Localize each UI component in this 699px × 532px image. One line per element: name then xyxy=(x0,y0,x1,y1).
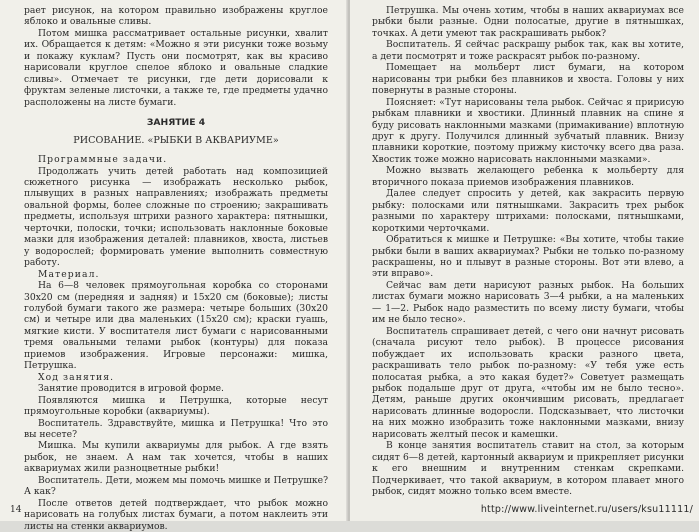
left-text-column xyxy=(24,5,328,532)
paragraph: рает рисунок, на котором правильно изображены круглое яблоко и овальные сливы. xyxy=(24,5,328,28)
watermark-url: http://www.liveinternet.ru/users/ksu11111/ xyxy=(480,504,693,515)
paragraph: Воспитатель спрашивает детей, с чего они начнут рисовать (сначала рисуют тело рыбок). В процессе рисования побуждает их использовать краски разного цвета, раскрашивать тело рыбок по-разному: «У тебя уже есть полосатая рыбка, а это какая будет?» Советует размещать рыбок подальше друг от друга, «чтобы им не было тесно». Детям, раньше других окончившим рисовать, предлагает нарисовать длинные водоросли. Подсказывает, что листочки на них можно изобразить тоже наклонными мазками, внизу нарисовать желтый песок и камешки. xyxy=(372,325,684,440)
dialogue-line: Воспитатель. Я сейчас раскрашу рыбок так, как вы хотите, а дети посмотрят и тоже раскрасят рыбок по-разному. xyxy=(372,39,684,62)
paragraph: Обратиться к мишке и Петрушке: «Вы хотите, чтобы такие рыбки были в ваших аквариумах? Рыбки не только по-разному раскрашены, но и плывут в разные стороны. Вот эти влево, а эти вправо». xyxy=(372,234,684,280)
page-number: 14 xyxy=(10,505,22,515)
paragraph: Продолжать учить детей работать над композицией сюжетного рисунка — изображать несколько рыбок, плывущих в разных направлениях; изображать предметы овальной формы, более сложные по строению; закрашивать предметы, используя штрихи разного характера: пятнышки, черточки, полоски, точки; использовать наклонные боковые мазки для изображения деталей: плавников, хвоста, листьев у водорослей; формировать умение выполнить совместную работу. xyxy=(24,165,328,269)
paragraph: Можно вызвать желающего ребенка к мольберту для вторичного показа приемов изображения плавников. xyxy=(372,165,684,188)
paragraph: Поясняет: «Тут нарисованы тела рыбок. Сейчас я пририсую рыбкам плавники и хвостики. Длинный плавник на спине я буду рисовать наклонными мазками (примакивание) вплотную друг к другу. Получился длинный зубчатый плавник. Внизу плавники короткие, поэтому прижму кисточку всего два раза. Хвостик тоже можно нарисовать наклонными мазками». xyxy=(372,96,684,165)
dialogue-line: Петрушка. Мы очень хотим, чтобы в наших аквариумах все рыбки были разные. Одни полосатые, другие в пятнышках, точках. А дети умеют так раскрашивать рыбок? xyxy=(372,5,684,39)
paragraph: После ответов детей подтверждает, что рыбок можно нарисовать на голубых листах бумаги, а потом наклеить эти листы на стенки аквариумов. xyxy=(24,497,328,532)
paragraph: Появляются мишка и Петрушка, которые несут прямоугольные коробки (аквариумы). xyxy=(24,394,328,418)
section-heading: Программные задачи. xyxy=(38,154,168,166)
paragraph: В конце занятия воспитатель ставит на стол, за которым сидят 6—8 детей, картонный аквариум и прикрепляет рисунки к его внешним и внутренним стенкам скрепками. Подчеркивает, что такой аквариум, в котором плавает много рыбок, сидят можно только всем вместе. xyxy=(372,440,684,498)
paragraph: Потом мишка рассматривает остальные рисунки, хвалит их. Обращается к детям: «Можно я эти рисунки тоже возьму и покажу куклам? Пусть они посмотрят, как вы красиво нарисовали круглое спелое яблоко и овальные сладкие сливы». Отмечает те рисунки, где дети дорисовали к фруктам зеленые листочки, а также те, где предметы удачно расположены на листе бумаги. xyxy=(24,27,328,108)
section-heading: Ход занятия. xyxy=(38,371,115,383)
dialogue-line: Мишка. Мы купили аквариумы для рыбок. А где взять рыбок, не знаем. А нам так хочется, чтобы в наших аквариумах жили разноцветные рыбки! xyxy=(24,440,328,475)
paragraph: Занятие проводится в игровой форме. xyxy=(38,383,224,395)
section-heading: Материал. xyxy=(38,268,100,280)
lesson-subtitle: РИСОВАНИЕ. «РЫБКИ В АКВАРИУМЕ» xyxy=(73,135,279,147)
paragraph: Помещает на мольберт лист бумаги, на котором нарисованы три рыбки без плавников и хвоста. Головы у них повернуты в разные стороны. xyxy=(372,62,684,97)
dialogue-line: Воспитатель. Здравствуйте, мишка и Петрушка! Что это вы несете? xyxy=(24,417,328,440)
right-text-column xyxy=(372,5,684,497)
paragraph: На 6—8 человек прямоугольная коробка со сторонами 30х20 см (передняя и задняя) и 15х20 см (боковые); листы голубой бумаги такого же размера: четыре больших (30х20 см) и четыре или два маленьких (15х20 см); краски гуашь, мягкие кисти. У воспитателя лист бумаги с нарисованными тремя овальными телами рыбок (контуры) для показа приемов изображения. Игровые персонажи: мишка, Петрушка. xyxy=(24,280,328,372)
lesson-title: ЗАНЯТИЕ 4 xyxy=(146,117,206,129)
paragraph: Далее следует спросить у детей, как закрасить первую рыбку: полосками или пятнышками. Закрасить трех рыбок разными по характеру штрихами: полосками, пятнышками, короткими черточками. xyxy=(372,188,684,234)
left-page xyxy=(0,0,348,532)
paragraph: Сейчас вам дети нарисуют разных рыбок. На больших листах бумаги можно нарисовать 3—4 рыбки, а на маленьких — 1—2. Рыбок надо разместить по всему листу бумаги, чтобы им не было тесно». xyxy=(372,279,684,326)
dialogue-line: Воспитатель. Дети, можем мы помочь мишке и Петрушке? А как? xyxy=(24,474,328,498)
right-page xyxy=(350,0,699,521)
